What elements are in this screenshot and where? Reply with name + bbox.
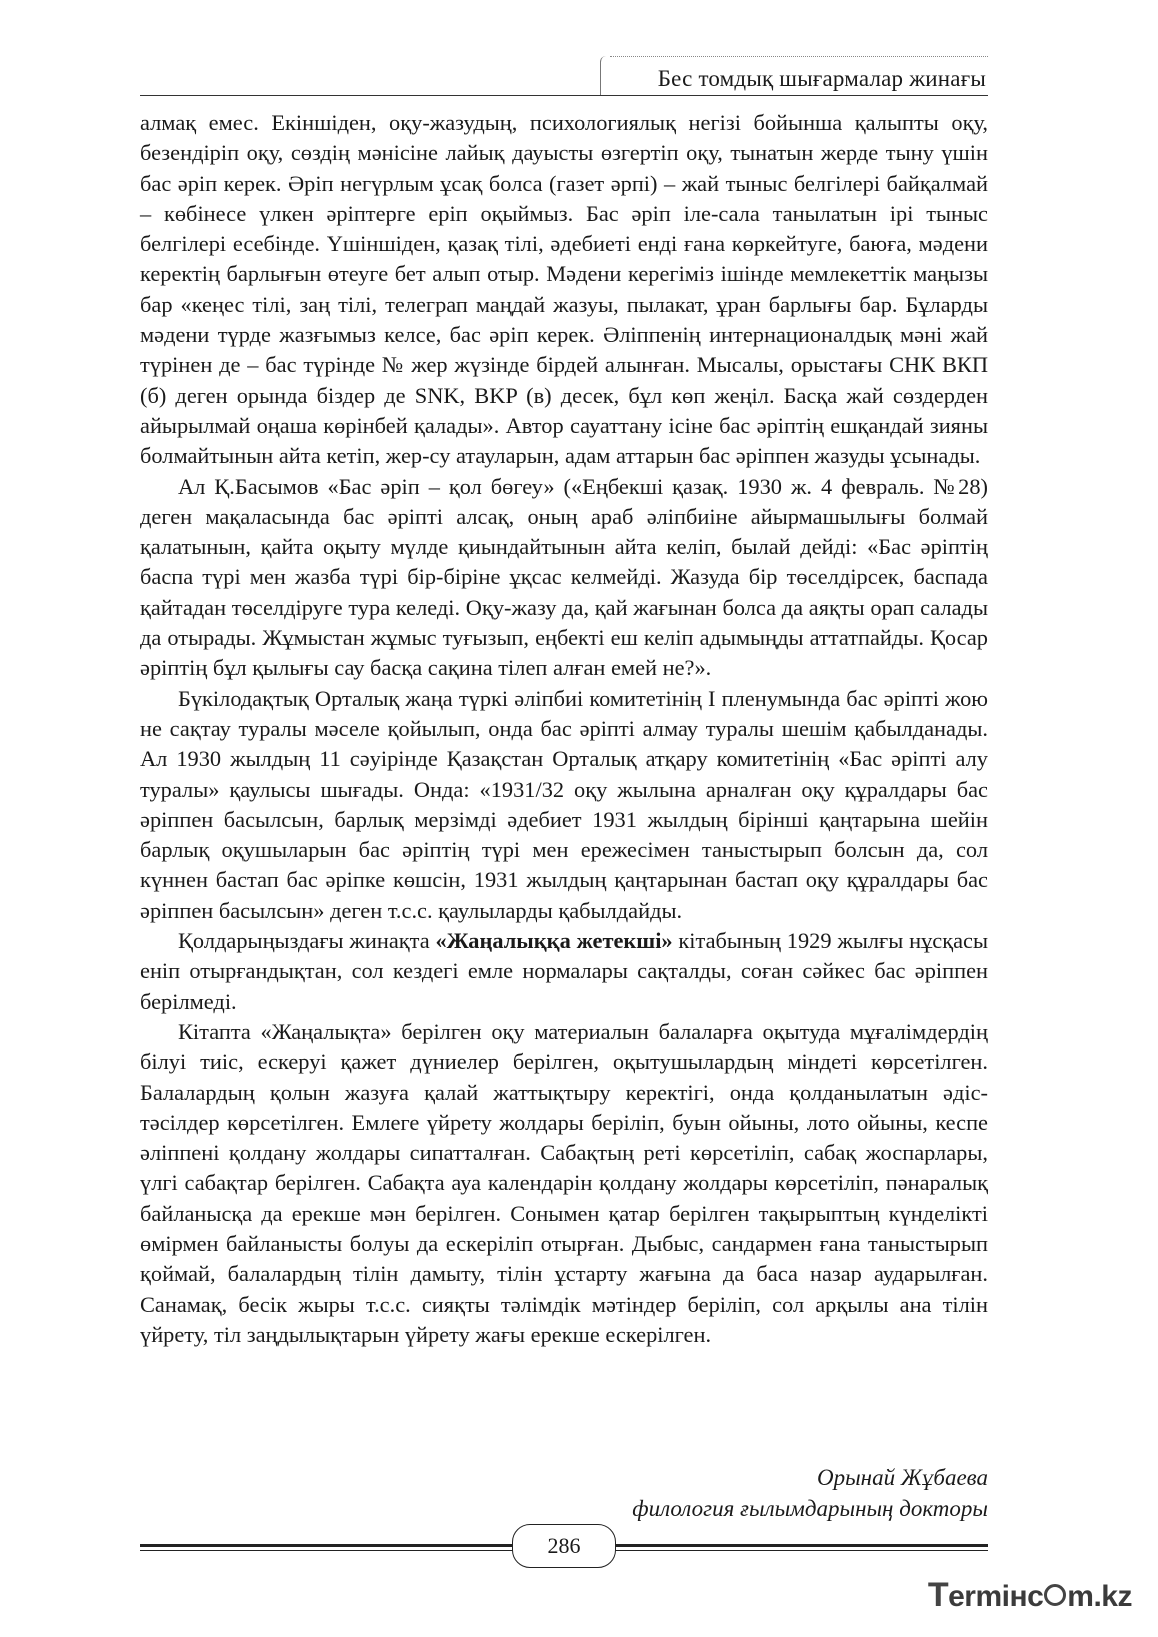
- paragraph-4: [140, 926, 988, 1017]
- paragraph-2: Ал Қ.Басымов «Бас әріп – қол бөгеу» («Еңбекші қазақ. 1930 ж. 4 февраль. №28) деген мақаласында бас әріпті алсақ, оның араб әліпбиіне айырмашылығы болмай қалатынын, қайта оқыту мүлде қиындайтынын айта келіп, былай дейді: «Бас әріптің баспа түрі мен жазба түрі бір-біріне ұқсас келмейді. Жазуда бір төселдірсек, баспада қайтадан төселдіруге тура келеді. Оқу-жазу да, қай жағынан болса да аяқты орап салады да отырады. Жұмыстан жұмыс туғызып, еңбекті еш келіп адымыңды аттатпайды. Қосар әріптің бұл қылығы сау басқа сақина тілеп алған емей не?».: [140, 473, 988, 681]
- watermark-circle-icon: [1044, 1584, 1066, 1606]
- termincom-watermark: [928, 1576, 1132, 1615]
- signature-title: филология ғылымдарының докторы: [632, 1496, 988, 1521]
- body-text: [140, 108, 988, 1350]
- paragraph-1: алмақ емес. Екіншіден, оқу-жазудың, психологиялық негізі бойынша қалыпты оқу, безендіріп оқу, сөздің мәнісіне лайық дауысты өзгертіп оқу, тынатын жерде тыну үшін бас әріп керек. Әріп негүрлым ұсақ болса (газет әрпі) – жай тыныс белгілері байқалмай – көбінесе үлкен әріптерге еріп оқыймыз. Бас әріп іле-сала танылатын ірі тыныс белгілері есебінде. Үшіншіден, қазақ тілі, әдебиеті енді ғана көркейтуге, баюға, мәдени керектің барлығын өтеуге бет алып отыр. Мәдени керегіміз ішінде мемлекеттік маңызы бар «кеңес тілі, заң тілі, телеграп маңдай жазуы, пылакат, ұран барлығы бар. Бұларды мәдени түрде жазғымыз келсе, бас әріп керек. Әліппенің интернационалдық мәні жай түрінен де – бас түрінде № жер жүзінде бірдей алынған. Мысалы, орыстағы СНК ВКП (б) деген орында біздер де SNK, BKP (в) десек, бұл көп жеңіл. Басқа жай сөздерден айырылмай оңаша көрінбей қалады». Автор сауаттану ісіне бас әріптің ешқандай зияны болмайтынын айта кетіп, жер-су атауларын, адам аттарын бас әріппен жазуды ұсынады.: [140, 110, 988, 469]
- paragraph-4-text-end: кітабының 1929 жылғы нұсқасы еніп отырғандықтан, сол кездегі емле нормалары сақталды, соған сәйкес бас әріппен берілмеді.: [140, 928, 988, 1014]
- paragraph-3: Бүкілодақтық Орталық жаңа түркі әліпбиі комитетінің І пленумында бас әріпті жою не сақтау туралы мәселе қойылып, онда бас әріпті алмау туралы шешім қабылданады. Ал 1930 жылдың 11 сәуірінде Қазақстан Орталық атқару комитетінің «Бас әріпті алу туралы» қаулысы шығады. Онда: «1931/32 оқу жылына арналған оқу құралдары бас әріппен басылсын, барлық мерзімді әдебиет 1931 жылдың бірінші қаңтарына шейін барлық оқушыларын бас әріптің түрі мен ережесімен таныстырып болсын да, сол күннен бастап бас әріпке көшсін, 1931 жылдың қаңтарынан бастап оқу құралдары бас әріппен басылсын» деген т.с.с. қаулыларды қабылдайды.: [140, 685, 988, 923]
- book-title-bold: «Жаңалыққа жетекші»: [435, 928, 673, 954]
- header-rule: [140, 95, 988, 96]
- page-footer: [140, 1522, 988, 1572]
- paragraph-5: Кітапта «Жаңалықта» берілген оқу материалын балаларға оқытуда мұғалімдердің білуі тиіс, ескеруі қажет дүниелер берілген, оқытушылардың міндеті көрсетілген. Балалардың қолын жазуға қалай жаттықтыру керектігі, онда қолданылатын әдіс-тәсілдер көрсетілген. Емлеге үйрету жолдары беріліп, буын ойыны, лото ойыны, кеспе әліппені қолдану жолдары сипатталған. Сабақтың реті көрсетіліп, сабақ жоспарлары, үлгі сабақтар берілген. Сабақта ауа календарін қолдану жолдары көрсетіліп, пәнаралық байланысқа да ерекше мән берілген. Сонымен қатар берілген тақырыптың күнделікті өмірмен байланысты болуы да ескеріліп отырған. Дыбыс, сандармен ғана таныстырып қоймай, балалардың тілін дамыту, тілін ұстарту жағына да баса назар аударылған. Санамақ, бесік жыры т.с.с. сияқты тәлімдік мәтіндер беріліп, сол арқылы ана тілін үйрету, тіл заңдылықтарын үйрету жағы ерекше ескерілген.: [140, 1018, 988, 1347]
- paragraph-4-text-start: Қолдарыңыздағы жинақта: [178, 928, 436, 954]
- signature-author: Орынай Жұбаева: [816, 1465, 988, 1490]
- watermark-text-middle: ermінc: [948, 1580, 1044, 1613]
- page-number-box: [512, 1524, 616, 1568]
- running-header: [140, 54, 988, 96]
- signature-block: [632, 1462, 988, 1524]
- page-number: 286: [547, 1533, 581, 1558]
- watermark-letter-t: T: [927, 1576, 949, 1614]
- watermark-text-end: m.kz: [1067, 1580, 1132, 1613]
- running-title: Бес томдық шығармалар жинағы: [657, 66, 986, 91]
